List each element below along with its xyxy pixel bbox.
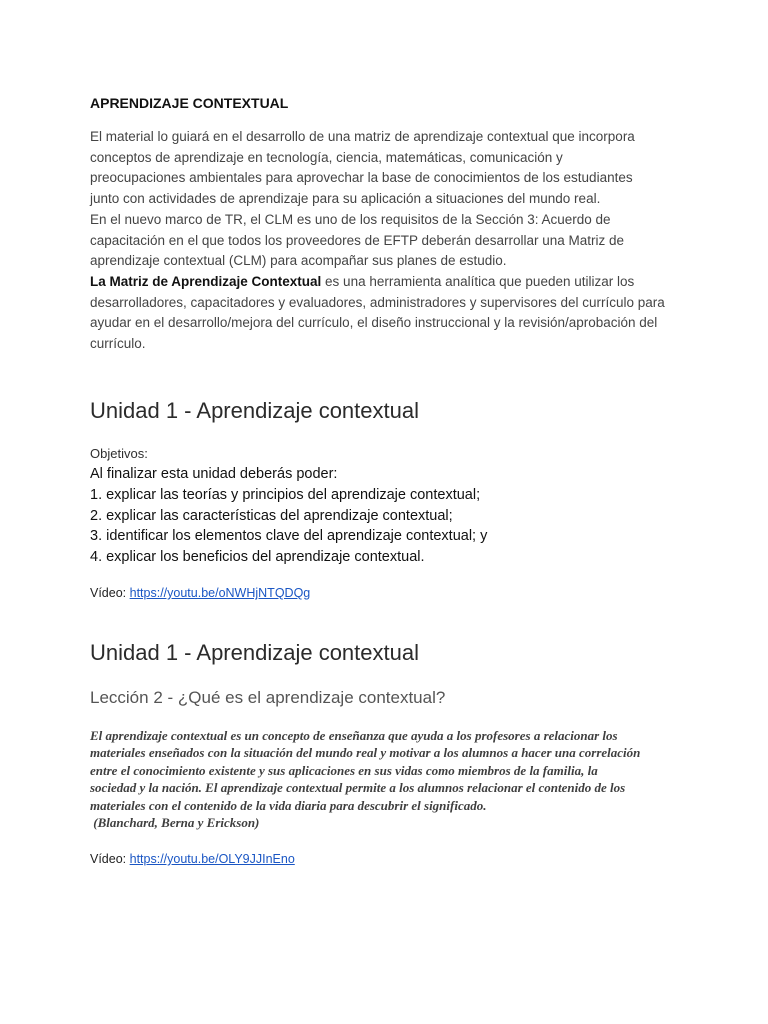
unit-heading-2: Unidad 1 - Aprendizaje contextual bbox=[90, 640, 419, 665]
intro-line bbox=[90, 272, 665, 293]
intro-line: preocupaciones ambientales para aprovechar la base de conocimientos de los estudiantes bbox=[90, 170, 633, 186]
intro-line: ayudar en el desarrollo/mejora del currículo, el diseño instruccional y la revisión/aprobación del bbox=[90, 315, 658, 331]
intro-line: junto con actividades de aprendizaje para su aplicación a situaciones del mundo real. bbox=[90, 191, 601, 207]
intro-line: conceptos de aprendizaje en tecnología, ciencia, matemáticas, comunicación y bbox=[90, 149, 563, 165]
quote-line: El aprendizaje contextual es un concepto de enseñanza que ayuda a los profesores a relacionar los bbox=[90, 728, 618, 743]
objective-item: Al finalizar esta unidad deberás poder: bbox=[90, 466, 338, 482]
unit-heading: Unidad 1 - Aprendizaje contextual bbox=[90, 398, 419, 423]
lesson-title: Lección 2 - ¿Qué es el aprendizaje contextual? bbox=[90, 688, 446, 707]
quote-line: materiales enseñados con la situación del mundo real y motivar a los alumnos a hacer una correlación bbox=[90, 745, 641, 761]
intro-line: capacitación en el que todos los proveedores de EFTP deberán desarrollar una Matriz de bbox=[90, 232, 625, 248]
objective-item: 2. explicar las características del aprendizaje contextual; bbox=[90, 507, 453, 524]
video-line-1 bbox=[90, 586, 310, 600]
video-link-1[interactable]: https://youtu.be/oNWHjNTQDQg bbox=[129, 586, 311, 600]
objectives-label: Objetivos: bbox=[90, 446, 148, 461]
quote-line: materiales con el contenido de la vida diaria para descubrir el significado. bbox=[90, 797, 487, 813]
intro-line: desarrolladores, capacitadores y evaluadores, administradores y supervisores del currículo para bbox=[90, 294, 665, 310]
objective-item: 3. identificar los elementos clave del aprendizaje contextual; y bbox=[90, 528, 488, 545]
quote-block bbox=[90, 727, 640, 831]
intro-line: El material lo guiará en el desarrollo de una matriz de aprendizaje contextual que incorpora bbox=[90, 129, 635, 144]
video-link-2[interactable]: https://youtu.be/OLY9JJInEno bbox=[129, 852, 295, 866]
intro-line: aprendizaje contextual (CLM) para acompañar sus planes de estudio. bbox=[90, 253, 507, 269]
objective-item: 4. explicar los beneficios del aprendizaje contextual. bbox=[90, 549, 425, 566]
intro-line: En el nuevo marco de TR, el CLM es uno de los requisitos de la Sección 3: Acuerdo de bbox=[90, 211, 611, 227]
intro-paragraph bbox=[90, 127, 665, 355]
video-label: Vídeo: bbox=[90, 586, 130, 600]
video-line-2 bbox=[90, 852, 295, 866]
matrix-term: La Matriz de Aprendizaje Contextual bbox=[90, 273, 322, 289]
intro-line: currículo. bbox=[90, 336, 146, 352]
objective-item: 1. explicar las teorías y principios del aprendizaje contextual; bbox=[90, 486, 481, 503]
quote-citation: (Blanchard, Berna y Erickson) bbox=[90, 815, 260, 831]
quote-line: entre el conocimiento existente y sus aplicaciones en sus vidas como miembros de la familia, la bbox=[90, 762, 598, 778]
quote-line: sociedad y la nación. El aprendizaje contextual permite a los alumnos relacionar el contenido de los bbox=[90, 780, 626, 796]
video-label: Vídeo: bbox=[90, 852, 130, 866]
document-title: APRENDIZAJE CONTEXTUAL bbox=[90, 95, 289, 111]
objectives-list bbox=[90, 464, 487, 568]
matrix-term-rest: es una herramienta analítica que pueden utilizar los bbox=[321, 273, 635, 289]
